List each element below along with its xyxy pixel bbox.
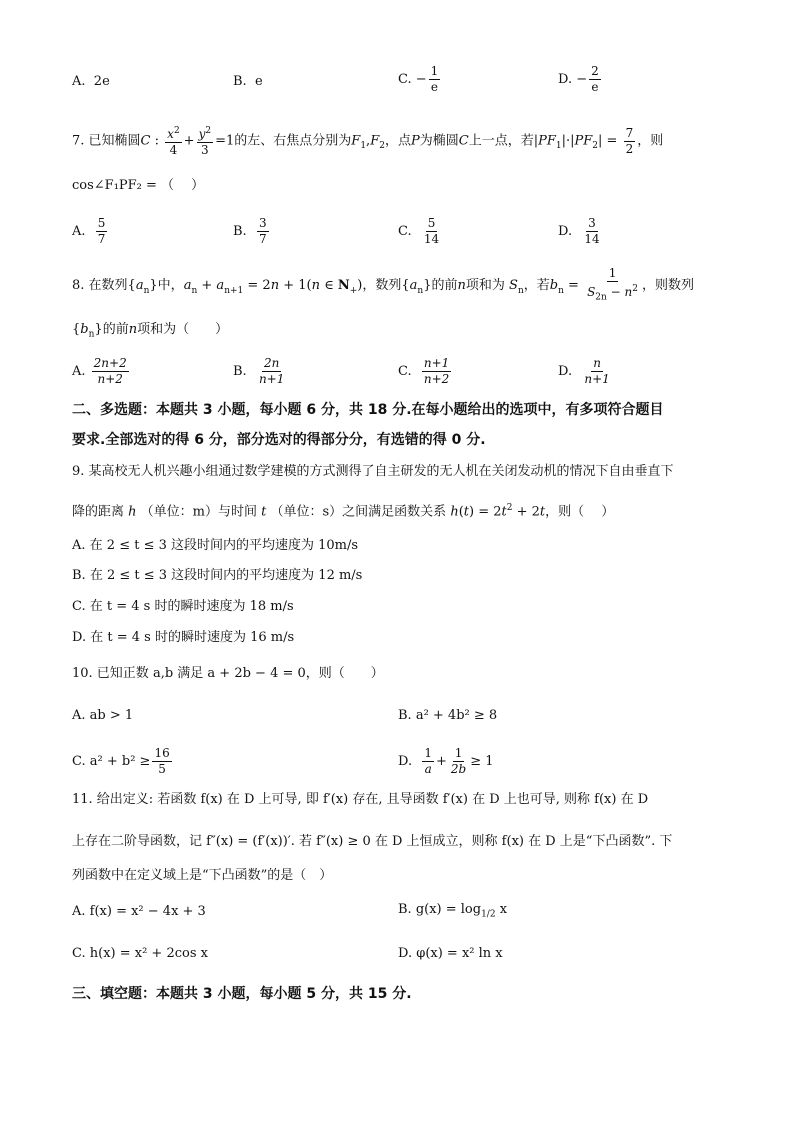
q9-stem-line2: 降的距离 h （单位：m）与时间 t （单位：s）之间满足函数关系 $h(t) = 2t^2 + 2t$，则（ ）	[72, 503, 615, 520]
q8-stem: 8. 在数列$\{a_n\}$中，$a_n + a_{n+1} = 2n + 1(n$ ∈ $N_+$)，数列$\{a_n\}$的前n项和为 $S_n$，若$b_n$ = $\frac{1}{S_{2n} - n^2}$ ，则数列	[72, 266, 694, 303]
section-2-heading: 二、多选题：本题共 3 小题，每小题 6 分，共 18 分.在每小题给出的选项中，有多项符合题目	[72, 402, 664, 418]
q11-option-b: B. $g(x) = \log_{1/2} x$	[398, 902, 508, 920]
section-3-heading: 三、填空题：本题共 3 小题，每小题 5 分，共 15 分.	[72, 986, 412, 1002]
q8-option-d: D. $\frac{n}{n+1}$	[558, 356, 610, 386]
q9-option-c: C. 在 t = 4 s 时的瞬时速度为 18 m/s	[72, 599, 294, 614]
q10-option-b: B. a² + 4b² ≥ 8	[398, 708, 498, 723]
q11-stem-line2: 上存在二阶导函数，记 f″(x) = (f′(x))′. 若 f″(x) ≥ 0 在 D 上恒成立，则称 f(x) 在 D 上是“下凸函数”. 下	[72, 834, 673, 849]
q9-option-a: A. 在 2 ≤ t ≤ 3 这段时间内的平均速度为 10m/s	[72, 538, 359, 553]
q7-option-b: B. $\frac{3}{7}$	[233, 216, 267, 246]
q6-option-d: D. − $\frac{2}{e}$	[558, 64, 599, 94]
q7-option-c: C. $\frac{5}{14}$	[398, 216, 440, 246]
q9-option-d: D. 在 t = 4 s 时的瞬时速度为 16 m/s	[72, 630, 295, 645]
q10-option-a: A. ab > 1	[72, 708, 134, 723]
q11-option-d: D. φ(x) = x² ln x	[398, 946, 503, 961]
q11-option-c: C. h(x) = x² + 2cos x	[72, 946, 208, 961]
q8-stem-line2: $\{b_n\}$的前n项和为（ ）	[72, 322, 229, 340]
q7-stem-line2: cos∠F₁PF₂ = （ ）	[72, 178, 205, 193]
q9-option-b: B. 在 2 ≤ t ≤ 3 这段时间内的平均速度为 12 m/s	[72, 568, 363, 583]
q8-option-b: B. $\frac{2n}{n+1}$	[233, 356, 285, 386]
q6-option-c: C. − $\frac{1}{e}$	[398, 64, 439, 94]
q9-stem: 9. 某高校无人机兴趣小组通过数学建模的方式测得了自主研发的无人机在关闭发动机的情况下自由垂直下	[72, 464, 674, 479]
q10-option-c: C. a² + b² ≥ $\frac{16}{5}$	[72, 746, 170, 776]
q8-option-a: A. $\frac{2n+2}{n+2}$	[72, 356, 127, 386]
q7-option-a: A. $\frac{5}{7}$	[72, 216, 106, 246]
q10-option-d: D. $\frac{1}{a}$ + $\frac{1}{2b}$ ≥ 1	[398, 746, 494, 776]
q6-option-a: A. 2e	[72, 74, 110, 89]
section-2-heading-line2: 要求.全部选对的得 6 分，部分选对的得部分分，有选错的得 0 分.	[72, 432, 486, 448]
q11-option-a: A. f(x) = x² − 4x + 3	[72, 904, 206, 919]
q8-option-c: C. $\frac{n+1}{n+2}$	[398, 356, 450, 386]
q11-stem-line3: 列函数中在定义域上是“下凸函数”的是（ ）	[72, 868, 333, 883]
q10-stem: 10. 已知正数 a,b 满足 a + 2b − 4 = 0，则（ ）	[72, 666, 384, 681]
q11-stem: 11. 给出定义: 若函数 f(x) 在 D 上可导, 即 f′(x) 存在, 且导函数 f′(x) 在 D 上也可导, 则称 f(x) 在 D	[72, 792, 649, 807]
q6-option-b: B. e	[233, 74, 263, 89]
q7-stem: 7. 已知椭圆C : $\frac{x^2}{4}$ + $\frac{y^2}{3}$ =1的左、右焦点分别为$F_1,F_2$，点P为椭圆C上一点，若$|PF_1|\cdot|PF_2|$ = $\frac{7}{2}$ ，则	[72, 125, 664, 157]
q7-option-d: D. $\frac{3}{14}$	[558, 216, 600, 246]
